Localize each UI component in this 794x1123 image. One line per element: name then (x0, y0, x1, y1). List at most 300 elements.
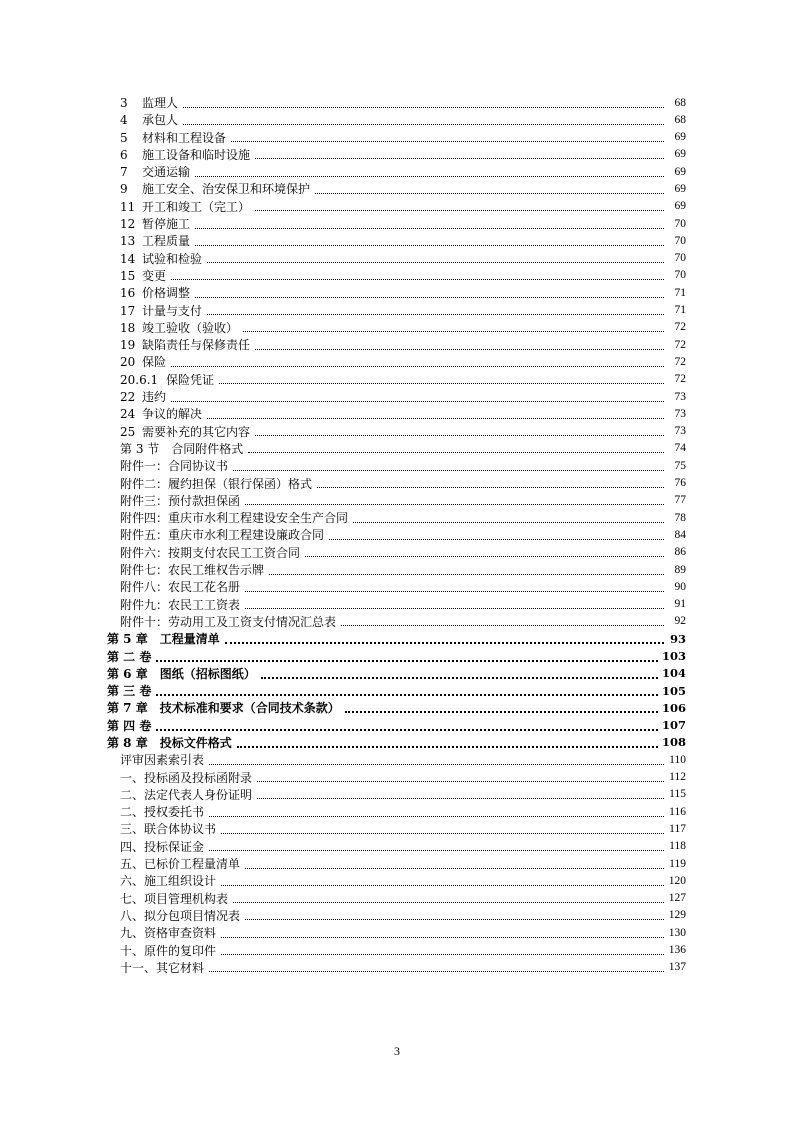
toc-page-number: 69 (674, 200, 686, 213)
toc-title: 暂停施工 (142, 217, 191, 232)
toc-entry[interactable] (0, 734, 794, 751)
toc-row (0, 492, 794, 509)
toc-title: 竣工验收（验收） (142, 320, 239, 335)
toc-entry[interactable] (0, 163, 794, 180)
toc-title: 第 四 卷 (107, 718, 152, 733)
toc-number: 25 (120, 424, 136, 439)
toc-label (120, 353, 167, 370)
dot-leader (171, 365, 664, 367)
toc-number: 16 (120, 286, 136, 301)
toc-row (0, 440, 794, 457)
toc-row (0, 475, 794, 492)
toc-page-number: 73 (674, 425, 686, 438)
toc-label (120, 509, 349, 526)
toc-row (0, 232, 794, 249)
toc-row (0, 872, 794, 889)
toc-row (0, 423, 794, 440)
toc-label (120, 111, 179, 128)
toc-entry[interactable] (0, 492, 794, 509)
toc-label (120, 907, 241, 924)
dot-leader (315, 192, 664, 194)
dot-leader (255, 209, 664, 211)
toc-label (107, 717, 152, 734)
toc-number: 3 (120, 96, 128, 110)
dot-leader (221, 936, 664, 938)
toc-row (0, 803, 794, 820)
dot-leader (341, 624, 664, 626)
toc-entry[interactable] (0, 613, 794, 630)
toc-label (107, 630, 221, 647)
toc-label (120, 180, 311, 197)
toc-label (120, 284, 191, 301)
toc-label (120, 769, 253, 786)
toc-entry[interactable] (0, 388, 794, 405)
dot-leader (233, 901, 664, 903)
toc-number: 12 (120, 217, 136, 232)
toc-row (0, 734, 794, 751)
toc-number: 9 (120, 182, 128, 197)
toc-row (0, 544, 794, 561)
toc-entry[interactable] (0, 751, 794, 768)
toc-number: 13 (120, 234, 136, 249)
toc-title: 试验和检验 (142, 251, 203, 266)
dot-leader (195, 296, 664, 298)
toc-title: 第 二 卷 (107, 649, 152, 664)
toc-label (120, 613, 337, 630)
toc-row (0, 509, 794, 526)
dot-leader (248, 451, 664, 453)
toc-title: 监理人 (142, 96, 179, 110)
toc-entry[interactable] (0, 423, 794, 440)
toc-entry[interactable] (0, 630, 794, 647)
toc-row (0, 284, 794, 301)
toc-entry[interactable] (0, 648, 794, 665)
toc-title: 十一、其它材料 (120, 960, 205, 975)
dot-leader (195, 175, 664, 177)
toc-label (120, 371, 215, 388)
toc-label (107, 699, 341, 716)
toc-entry[interactable] (0, 924, 794, 941)
toc-page-number: 72 (674, 321, 686, 334)
toc-page-number: 106 (661, 700, 686, 715)
toc-label (120, 751, 205, 768)
toc-row (0, 371, 794, 388)
toc-title: 二、授权委托书 (120, 805, 205, 820)
toc-page-number: 72 (674, 373, 686, 386)
toc-label (120, 526, 325, 543)
toc-row (0, 198, 794, 215)
dot-leader (195, 244, 664, 246)
dot-leader (221, 832, 664, 834)
toc-title: 保险 (142, 355, 167, 370)
dot-leader (207, 417, 664, 419)
toc-row (0, 146, 794, 163)
toc-title: 附件五：重庆市水利工程建设廉政合同 (120, 528, 325, 543)
toc-entry[interactable] (0, 872, 794, 889)
toc-page-number: 74 (674, 442, 686, 455)
toc-title: 九、资格审查资料 (120, 926, 217, 941)
toc-label (120, 786, 253, 803)
toc-number: 18 (120, 320, 136, 335)
toc-row (0, 630, 794, 647)
toc-title: 附件二：履约担保（银行保函）格式 (120, 476, 313, 491)
toc-label (120, 198, 251, 215)
toc-entry[interactable] (0, 786, 794, 803)
toc-entry[interactable] (0, 890, 794, 907)
dot-leader (245, 590, 664, 592)
toc-page-number: 108 (661, 735, 686, 750)
toc-page-number: 68 (674, 96, 686, 109)
toc-entry[interactable] (0, 544, 794, 561)
toc-label (120, 319, 239, 336)
dot-leader (269, 573, 664, 575)
toc-page-number: 73 (674, 390, 686, 403)
toc-title: 附件八：农民工花名册 (120, 580, 241, 595)
toc-page-number: 89 (674, 563, 686, 576)
toc-page-number: 69 (674, 148, 686, 161)
toc-title: 附件十：劳动用工及工资支付情况汇总表 (120, 614, 337, 629)
toc-title: 七、项目管理机构表 (120, 891, 229, 906)
toc-entry[interactable] (0, 803, 794, 820)
toc-row (0, 717, 794, 734)
dot-leader (245, 867, 664, 869)
dot-leader (156, 728, 658, 731)
dot-leader (237, 745, 658, 748)
toc-label (120, 457, 229, 474)
toc-row (0, 699, 794, 716)
toc-entry[interactable] (0, 198, 794, 215)
toc-label (120, 492, 241, 509)
toc-label (107, 734, 233, 751)
dot-leader (257, 797, 664, 799)
toc-page-number: 72 (674, 355, 686, 368)
toc-label (120, 544, 301, 561)
toc-page-number: 127 (668, 892, 686, 905)
toc-row (0, 336, 794, 353)
toc-entry[interactable] (0, 129, 794, 146)
toc-page-number: 93 (669, 631, 686, 646)
toc-entry[interactable] (0, 561, 794, 578)
table-of-contents (0, 94, 794, 976)
toc-title: 附件一：合同协议书 (120, 459, 229, 474)
toc-number: 19 (120, 338, 136, 353)
toc-title: 施工安全、治安保卫和环境保护 (142, 182, 311, 197)
toc-row (0, 388, 794, 405)
toc-title: 施工设备和临时设施 (142, 147, 251, 162)
toc-entry[interactable] (0, 596, 794, 613)
toc-page-number: 70 (674, 252, 686, 265)
toc-label (120, 872, 217, 889)
toc-row (0, 907, 794, 924)
toc-entry[interactable] (0, 457, 794, 474)
toc-entry[interactable] (0, 717, 794, 734)
toc-row (0, 319, 794, 336)
dot-leader (209, 849, 664, 851)
toc-number: 20.6.1 (120, 372, 159, 387)
toc-row (0, 215, 794, 232)
toc-label (107, 665, 257, 682)
dot-leader (345, 710, 658, 713)
toc-entry[interactable] (0, 475, 794, 492)
toc-entry[interactable] (0, 855, 794, 872)
toc-row (0, 769, 794, 786)
dot-leader (156, 693, 658, 696)
toc-label (120, 388, 167, 405)
toc-label (120, 215, 191, 232)
dot-leader (156, 659, 658, 662)
toc-title: 附件七：农民工维权告示牌 (120, 563, 265, 578)
toc-entry[interactable] (0, 336, 794, 353)
toc-entry[interactable] (0, 284, 794, 301)
toc-entry[interactable] (0, 319, 794, 336)
toc-entry[interactable] (0, 526, 794, 543)
toc-entry[interactable] (0, 94, 794, 111)
toc-title: 计量与支付 (142, 303, 203, 318)
toc-number: 15 (120, 268, 136, 283)
toc-entry[interactable] (0, 267, 794, 284)
toc-title: 材料和工程设备 (142, 130, 227, 145)
dot-leader (207, 313, 664, 315)
toc-number: 17 (120, 303, 136, 318)
toc-page-number: 104 (661, 666, 686, 681)
toc-number: 4 (120, 113, 128, 128)
toc-page-number: 137 (668, 961, 686, 974)
toc-page-number: 110 (669, 753, 686, 766)
toc-label (120, 250, 203, 267)
toc-entry[interactable] (0, 371, 794, 388)
toc-title: 附件六：按期支付农民工工资合同 (120, 545, 301, 560)
toc-row (0, 613, 794, 630)
toc-entry[interactable] (0, 699, 794, 716)
dot-leader (195, 227, 664, 229)
toc-row (0, 648, 794, 665)
toc-row (0, 924, 794, 941)
toc-title: 四、投标保证金 (120, 839, 205, 854)
dot-leader (221, 884, 664, 886)
toc-entry[interactable] (0, 180, 794, 197)
toc-label (107, 682, 152, 699)
toc-label (120, 163, 191, 180)
toc-row (0, 665, 794, 682)
toc-page-number: 90 (674, 580, 686, 593)
dot-leader (353, 521, 664, 523)
toc-row (0, 838, 794, 855)
dot-leader (233, 469, 664, 471)
toc-page-number: 71 (674, 304, 686, 317)
dot-leader (171, 400, 664, 402)
toc-label (120, 820, 217, 837)
toc-title: 十、原件的复印件 (120, 943, 217, 958)
toc-label (120, 561, 265, 578)
toc-label (120, 146, 251, 163)
toc-label (120, 803, 205, 820)
toc-label (120, 267, 167, 284)
toc-entry[interactable] (0, 302, 794, 319)
toc-row (0, 111, 794, 128)
toc-title: 开工和竣工（完工） (142, 199, 251, 214)
toc-entry[interactable] (0, 146, 794, 163)
page-number: 3 (394, 1044, 400, 1058)
toc-entry[interactable] (0, 405, 794, 422)
toc-page-number: 68 (674, 113, 686, 126)
toc-label (120, 302, 203, 319)
toc-row (0, 405, 794, 422)
dot-leader (171, 278, 664, 280)
toc-row (0, 302, 794, 319)
toc-row (0, 786, 794, 803)
toc-label (120, 890, 229, 907)
toc-row (0, 959, 794, 976)
toc-title: 第 3 节 合同附件格式 (120, 441, 244, 456)
toc-title: 附件三：预付款担保函 (120, 493, 241, 508)
toc-title: 八、拟分包项目情况表 (120, 908, 241, 923)
dot-leader (219, 382, 664, 384)
toc-title: 保险凭证 (166, 372, 215, 387)
toc-page-number: 130 (668, 926, 686, 939)
toc-page-number: 72 (674, 338, 686, 351)
toc-entry[interactable] (0, 578, 794, 595)
toc-title: 五、已标价工程量清单 (120, 857, 241, 872)
toc-page-number: 70 (674, 217, 686, 230)
toc-label (120, 440, 244, 457)
toc-row (0, 250, 794, 267)
toc-page-number: 116 (669, 805, 686, 818)
toc-page-number: 73 (674, 407, 686, 420)
toc-page-number: 84 (674, 528, 686, 541)
toc-label (120, 942, 217, 959)
dot-leader (329, 538, 664, 540)
toc-row (0, 596, 794, 613)
toc-row (0, 94, 794, 111)
toc-page-number: 77 (674, 494, 686, 507)
toc-page-number: 69 (674, 182, 686, 195)
toc-label (107, 648, 152, 665)
toc-row (0, 180, 794, 197)
toc-page-number: 119 (669, 857, 686, 870)
toc-title: 三、联合体协议书 (120, 822, 217, 837)
toc-title: 二、法定代表人身份证明 (120, 787, 253, 802)
toc-label (120, 405, 203, 422)
dot-leader (305, 555, 664, 557)
toc-title: 交通运输 (142, 165, 191, 180)
dot-leader (261, 676, 658, 679)
toc-title: 第 5 章 工程量清单 (107, 632, 220, 647)
dot-leader (209, 970, 664, 972)
toc-row (0, 682, 794, 699)
toc-label (120, 423, 251, 440)
toc-label (120, 336, 251, 353)
toc-title: 价格调整 (142, 286, 191, 301)
dot-leader (209, 815, 664, 817)
toc-title: 第 7 章 技术标准和要求（合同技术条款） (107, 701, 340, 716)
toc-entry[interactable] (0, 509, 794, 526)
toc-page-number: 71 (674, 286, 686, 299)
toc-page-number: 129 (668, 909, 686, 922)
dot-leader (255, 157, 664, 159)
toc-entry[interactable] (0, 907, 794, 924)
dot-leader (231, 140, 664, 142)
toc-number: 7 (120, 165, 128, 180)
toc-title: 承包人 (142, 113, 179, 128)
toc-page-number: 118 (669, 840, 686, 853)
toc-page-number: 91 (674, 598, 686, 611)
dot-leader (225, 641, 664, 644)
toc-page-number: 112 (669, 771, 686, 784)
toc-page-number: 115 (669, 788, 686, 801)
toc-number: 5 (120, 130, 128, 145)
toc-number: 11 (120, 199, 136, 214)
toc-label (120, 578, 241, 595)
toc-row (0, 457, 794, 474)
toc-label (120, 475, 313, 492)
toc-title: 一、投标函及投标函附录 (120, 770, 253, 785)
toc-page-number: 136 (668, 944, 686, 957)
dot-leader (221, 953, 664, 955)
toc-number: 20 (120, 355, 136, 370)
toc-row (0, 561, 794, 578)
toc-entry[interactable] (0, 959, 794, 976)
toc-page-number: 107 (661, 718, 686, 733)
toc-page-number: 70 (674, 269, 686, 282)
dot-leader (257, 780, 664, 782)
toc-page-number: 76 (674, 477, 686, 490)
dot-leader (317, 486, 664, 488)
toc-page-number: 117 (669, 822, 686, 835)
toc-entry[interactable] (0, 111, 794, 128)
toc-entry[interactable] (0, 769, 794, 786)
toc-label (120, 838, 205, 855)
toc-title: 第 6 章 图纸（招标图纸） (107, 666, 256, 681)
toc-row (0, 890, 794, 907)
toc-entry[interactable] (0, 942, 794, 959)
dot-leader (243, 330, 664, 332)
toc-entry[interactable] (0, 440, 794, 457)
toc-page-number: 70 (674, 234, 686, 247)
dot-leader (183, 106, 664, 108)
toc-entry[interactable] (0, 682, 794, 699)
toc-row (0, 855, 794, 872)
toc-entry[interactable] (0, 838, 794, 855)
toc-number: 24 (120, 407, 136, 422)
toc-entry[interactable] (0, 250, 794, 267)
dot-leader (183, 123, 664, 125)
toc-title: 变更 (142, 268, 167, 283)
toc-row (0, 578, 794, 595)
toc-entry[interactable] (0, 353, 794, 370)
toc-row (0, 942, 794, 959)
toc-row (0, 163, 794, 180)
toc-label (120, 924, 217, 941)
toc-page-number: 92 (674, 615, 686, 628)
toc-title: 第 8 章 投标文件格式 (107, 735, 232, 750)
toc-page-number: 120 (668, 874, 686, 887)
toc-row (0, 267, 794, 284)
dot-leader (245, 918, 664, 920)
toc-row (0, 751, 794, 768)
toc-entry[interactable] (0, 820, 794, 837)
toc-page-number: 69 (674, 165, 686, 178)
toc-label (120, 94, 179, 111)
toc-number: 22 (120, 390, 136, 405)
toc-entry[interactable] (0, 232, 794, 249)
toc-page-number: 78 (674, 511, 686, 524)
toc-entry[interactable] (0, 215, 794, 232)
dot-leader (209, 763, 664, 765)
toc-title: 工程质量 (142, 234, 191, 249)
toc-page-number: 105 (661, 683, 686, 698)
toc-title: 六、施工组织设计 (120, 874, 217, 889)
toc-entry[interactable] (0, 665, 794, 682)
